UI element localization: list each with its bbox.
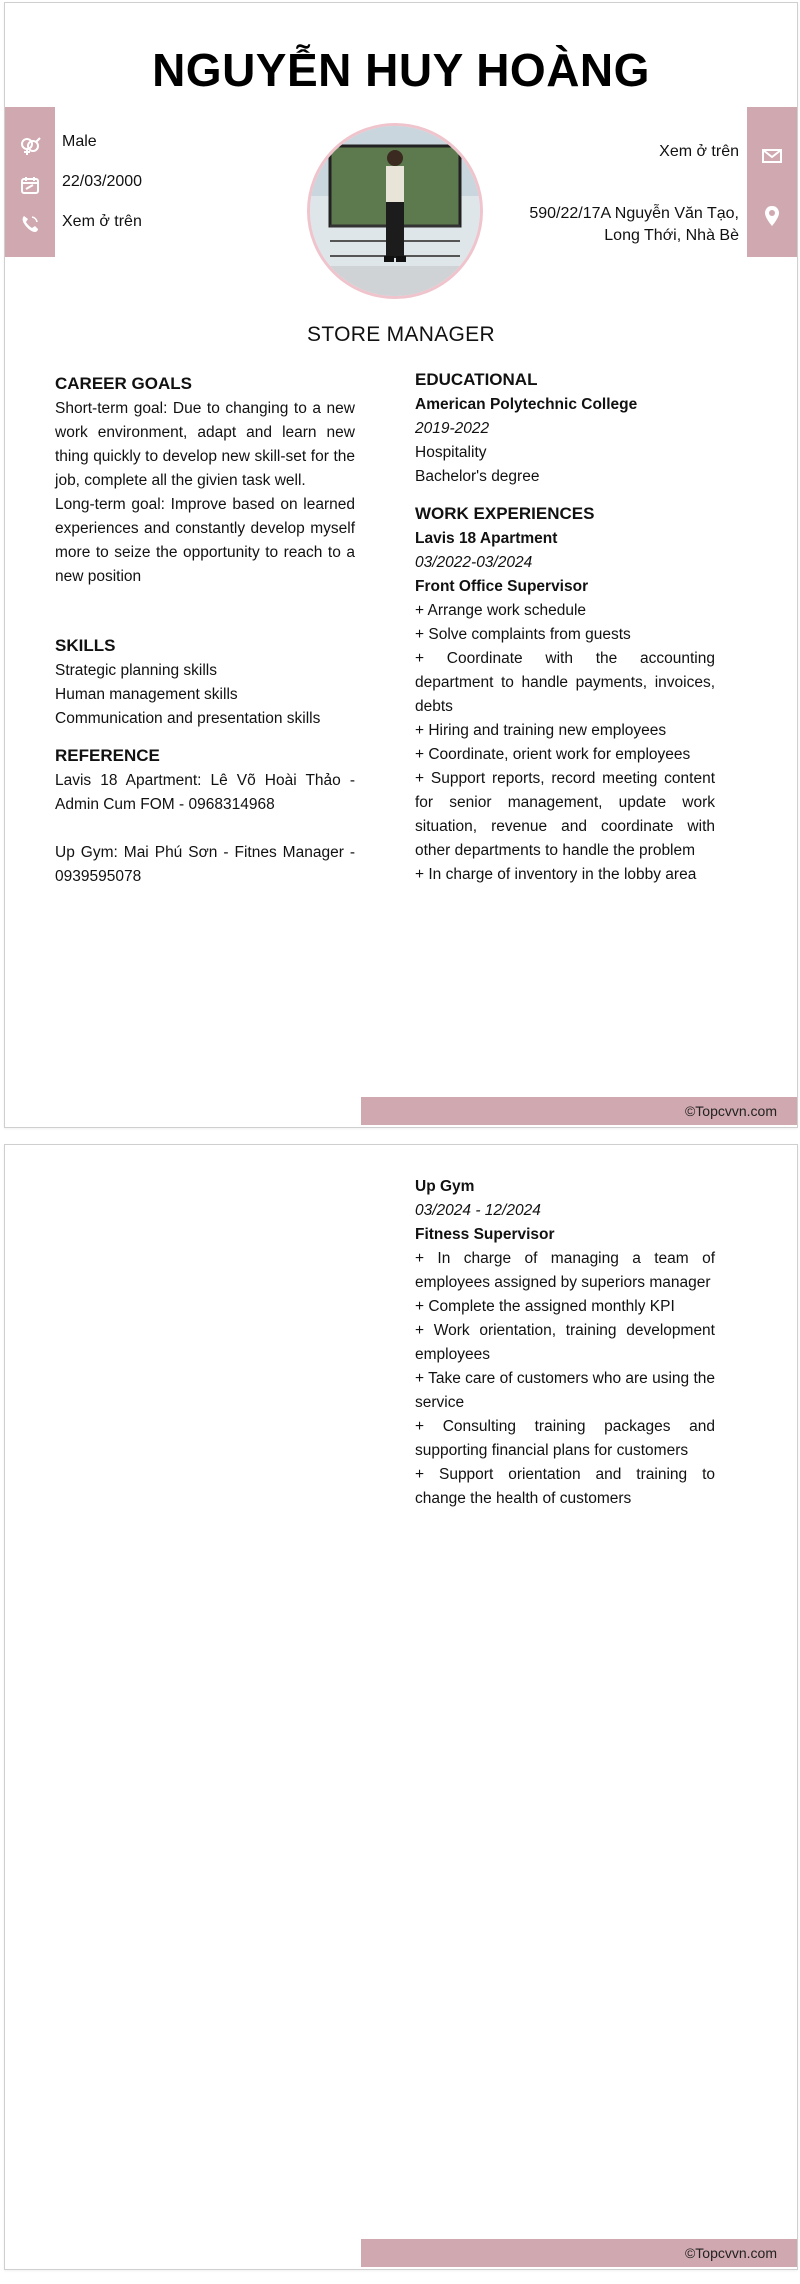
company-name: Up Gym [415,1178,475,1195]
location-pin-icon [747,201,797,231]
address-value [529,203,739,247]
page-footer: ©Topcvvn.com [361,1097,797,1125]
job-duty: + Arrange work schedule [415,602,587,619]
job-duty: + Complete the assigned monthly KPI [415,1298,675,1315]
company-name: Lavis 18 Apartment [415,530,558,547]
job-duty: + Support orientation and training to change the health of customers [415,1466,715,1507]
right-column-continued [415,1175,715,1511]
education-major: Hospitality [415,444,487,461]
job-duty: + Coordinate with the accounting department to handle payments, invoices, debts [415,650,715,715]
reference-item: Up Gym: Mai Phú Sơn - Fitnes Manager - 0939595078 [55,844,355,885]
job-duty: + Consulting training packages and supporting financial plans for customers [415,1418,715,1459]
right-column [415,367,715,887]
gender-value: Male [62,133,97,150]
email-value: Xem ở trên [659,143,739,160]
address-line-1: 590/22/17A Nguyễn Văn Tạo, [529,205,739,222]
career-goals-heading: CAREER GOALS [55,374,192,393]
page-footer: ©Topcvvn.com [361,2239,797,2267]
education-period: 2019-2022 [415,420,490,437]
job-position: Front Office Supervisor [415,578,589,595]
left-icon-bar-icons [5,107,55,257]
phone-icon [5,209,55,239]
reference-heading: REFERENCE [55,746,160,765]
job-duty: + Coordinate, orient work for employees [415,746,691,763]
birthday-value: 22/03/2000 [62,173,143,190]
skill-item: Communication and presentation skills [55,710,321,727]
education-degree: Bachelor's degree [415,468,540,485]
work-heading: WORK EXPERIENCES [415,504,595,523]
short-term-goal: Short-term goal: Due to changing to a new work environment, adapt and learn new thing quickly to develop new skill-set for the job, complete all the givien task well. [55,400,355,489]
avatar [307,123,483,299]
gender-icon [5,131,55,161]
long-term-goal: Long-term goal: Improve based on learned experiences and constantly develop myself more to seize the opportunity to reach to a new position [55,496,355,585]
job-duty: + Support reports, record meeting content for senior management, update work situation, revenue and coordinate with other departments to handle the problem [415,770,715,859]
job-duty: + In charge of inventory in the lobby area [415,866,697,883]
job-title: STORE MANAGER [307,323,495,346]
address-line-2: Long Thới, Nhà Bè [604,227,739,244]
reference-item: Lavis 18 Apartment: Lê Võ Hoài Thảo - Admin Cum FOM - 0968314968 [55,772,355,813]
job-period: 03/2024 - 12/2024 [415,1202,541,1219]
school-name: American Polytechnic College [415,396,638,413]
cv-page-1 [4,2,798,1128]
phone-value: Xem ở trên [62,213,142,230]
left-column [55,371,355,889]
envelope-icon [747,141,797,171]
calendar-icon [5,170,55,200]
job-period: 03/2022-03/2024 [415,554,533,571]
cv-page-2 [4,1144,798,2270]
job-position: Fitness Supervisor [415,1226,555,1243]
education-heading: EDUCATIONAL [415,370,538,389]
skills-heading: SKILLS [55,636,116,655]
job-duty: + In charge of managing a team of employees assigned by superiors manager [415,1250,715,1291]
full-name: NGUYỄN HUY HOÀNG [152,44,650,96]
skill-item: Strategic planning skills [55,662,217,679]
skill-item: Human management skills [55,686,238,703]
job-duty: + Hiring and training new employees [415,722,667,739]
job-duty: + Work orientation, training development employees [415,1322,715,1363]
job-duty: + Solve complaints from guests [415,626,631,643]
job-duty: + Take care of customers who are using the service [415,1370,715,1411]
right-icon-bar [747,107,797,257]
